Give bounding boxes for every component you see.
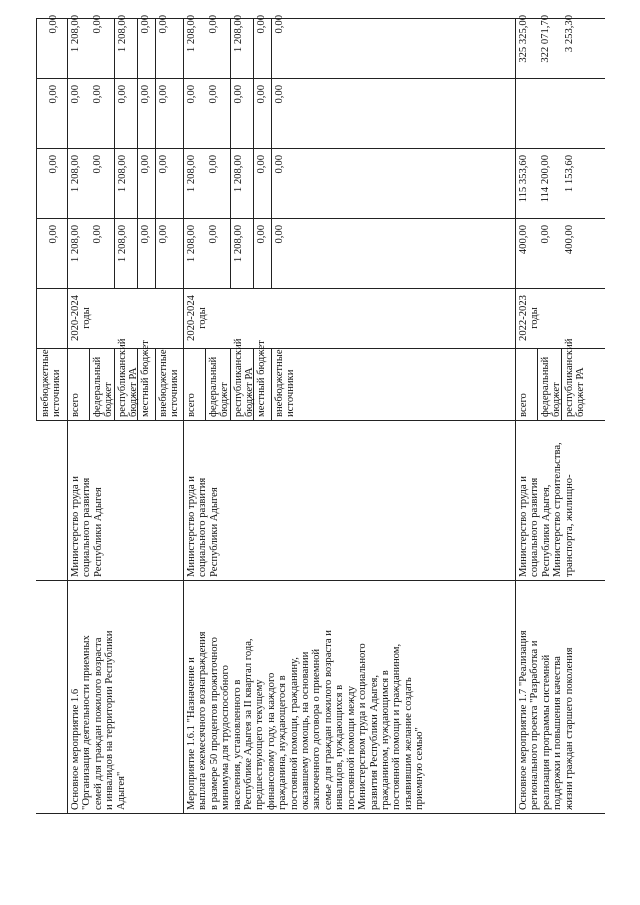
finance-value: 0,00 <box>70 85 81 104</box>
grid-line <box>183 19 184 814</box>
finance-value: 0,00 <box>158 15 169 34</box>
finance-value: 0,00 <box>140 15 151 34</box>
finance-source-label: республиканский бюджет РА <box>233 338 256 417</box>
grid-line <box>515 19 516 814</box>
finance-value: 0,00 <box>140 85 151 104</box>
grid-line <box>253 19 254 289</box>
finance-value: 0,00 <box>92 155 103 174</box>
top-value-1: 0,00 <box>48 225 59 244</box>
finance-value: 1 208,00 <box>117 15 128 53</box>
finance-value: 1 208,00 <box>117 155 128 193</box>
grid-line <box>36 420 605 421</box>
grid-line <box>271 349 272 421</box>
finance-value: 0,00 <box>140 155 151 174</box>
finance-source-label: всего <box>70 393 81 417</box>
finance-value: 0,00 <box>233 85 244 104</box>
finance-value: 1 208,00 <box>233 225 244 263</box>
finance-value: 0,00 <box>256 155 267 174</box>
finance-value: 1 208,00 <box>186 225 197 263</box>
finance-value: 0,00 <box>158 85 169 104</box>
event-1-7-title: Основное мероприятие 1.7 "Реализация регионального проекта "Разработка и реализация программы системной поддержки и повышения качества жизни граждан старшего поколения <box>518 630 575 810</box>
finance-value: 0,00 <box>208 225 219 244</box>
finance-value: 0,00 <box>256 85 267 104</box>
grid-line <box>36 813 605 814</box>
finance-value: 0,00 <box>92 225 103 244</box>
finance-source-label: федеральный бюджет <box>208 356 231 417</box>
finance-value: 0,00 <box>92 85 103 104</box>
grid-line <box>89 349 90 421</box>
finance-value: 115 353,60 <box>518 155 529 203</box>
finance-source-label: республиканский бюджет РА <box>117 338 140 417</box>
event-1-6-period: 2020-2024 годы <box>70 295 93 341</box>
finance-value: 325 325,00 <box>518 15 529 63</box>
grid-line <box>114 19 115 289</box>
finance-value: 0,00 <box>256 15 267 34</box>
event-1-7-period: 2022-2023 годы <box>518 295 541 341</box>
finance-value: 0,00 <box>274 15 285 34</box>
finance-value: 0,00 <box>158 225 169 244</box>
finance-value: 1 208,00 <box>233 155 244 193</box>
event-1-6-1-title: Мероприятие 1.6.1 "Назначение и выплата ежемесячного вознаграждения в размере 50 процентов прожиточного минимума для трудоспособного населения, установленного в Республике Адыгея за II квартал года, предшествующего текущему финансовому году, на каждого гражданина, нуждающегося в постоянной помощи, гражданину, оказавшему помощь, на основании заключенного договора о приемной семье для граждан пожилого возраста и инвалидов, нуждающихся в постоянной помощи между Министерством труда и социального развития Республики Адыгея, гражданином, нуждающимся в постоянной помощи и гражданином, изъявившим желание создать приемную семью" <box>186 630 426 810</box>
grid-line <box>155 349 156 421</box>
finance-value: 0,00 <box>540 225 551 244</box>
top-value-4: 0,00 <box>48 15 59 34</box>
finance-value: 0,00 <box>256 225 267 244</box>
finance-value: 322 071,70 <box>540 15 551 63</box>
event-1-6-executor: Министерство труда и социального развития Республики Адыгея <box>70 476 104 577</box>
finance-value: 0,00 <box>92 15 103 34</box>
finance-value: 1 208,00 <box>70 15 81 53</box>
grid-line <box>137 19 138 289</box>
finance-value: 0,00 <box>140 225 151 244</box>
event-1-6-title: Основное мероприятие 1.6 "Организация деятельности приемных семей для граждан пожилого возраста и инвалидов на территории Республики Адыгея" <box>70 630 127 810</box>
finance-source-label: всего <box>186 393 197 417</box>
finance-value: 0,00 <box>274 155 285 174</box>
grid-line <box>36 19 37 421</box>
finance-value: 1 208,00 <box>186 155 197 193</box>
finance-value: 0,00 <box>208 15 219 34</box>
finance-value: 0,00 <box>274 225 285 244</box>
finance-value: 0,00 <box>208 155 219 174</box>
top-value-2: 0,00 <box>48 155 59 174</box>
finance-value: 1 153,60 <box>564 155 575 193</box>
finance-source-label: местный бюджет <box>140 340 151 417</box>
finance-value: 0,00 <box>186 85 197 104</box>
finance-value: 0,00 <box>117 85 128 104</box>
finance-source-label: внебюджетные источники <box>158 349 181 417</box>
top-source-label: внебюджетные источники <box>40 349 63 417</box>
grid-line <box>36 580 605 581</box>
grid-line <box>230 19 231 289</box>
event-1-7-executor: Министерство труда и социального развития Республики Адыгея, Министерство строительства, транспорта, жилищно- <box>518 442 575 577</box>
finance-value: 400,00 <box>518 225 529 255</box>
grid-line <box>67 19 68 814</box>
finance-value: 0,00 <box>158 155 169 174</box>
finance-value: 1 208,00 <box>70 225 81 263</box>
finance-source-label: местный бюджет <box>256 340 267 417</box>
grid-line <box>155 19 156 289</box>
finance-source-label: федеральный бюджет <box>92 356 115 417</box>
grid-line <box>271 19 272 289</box>
finance-value: 3 253,30 <box>564 15 575 53</box>
grid-line <box>205 349 206 421</box>
finance-value: 1 208,00 <box>186 15 197 53</box>
finance-value: 1 208,00 <box>117 225 128 263</box>
finance-value: 0,00 <box>208 85 219 104</box>
finance-source-label: республиканский бюджет РА <box>564 338 587 417</box>
finance-value: 1 208,00 <box>233 15 244 53</box>
finance-value: 0,00 <box>274 85 285 104</box>
finance-value: 400,00 <box>564 225 575 255</box>
event-1-6-1-executor: Министерство труда и социального развития Республики Адыгея <box>186 476 220 577</box>
finance-source-label: всего <box>518 393 529 417</box>
finance-value: 114 200,00 <box>540 155 551 203</box>
top-value-3: 0,00 <box>48 85 59 104</box>
finance-source-label: внебюджетные источники <box>274 349 297 417</box>
finance-source-label: федеральный бюджет <box>540 356 563 417</box>
finance-value: 1 208,00 <box>70 155 81 193</box>
grid-line <box>537 349 538 421</box>
event-1-6-1-period: 2020-2024 годы <box>186 295 209 341</box>
